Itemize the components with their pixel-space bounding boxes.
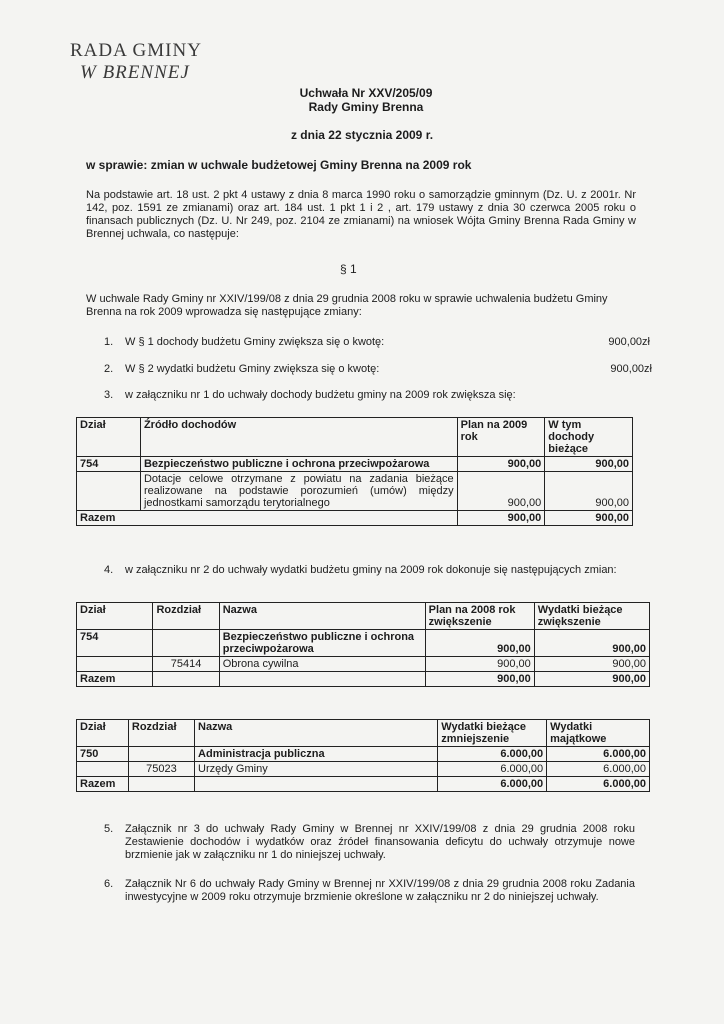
cell-plan: 900,00 (457, 457, 545, 472)
header-nazwa: Nazwa (219, 603, 425, 630)
header-dzial: Dział (77, 418, 141, 457)
item-1-text: W § 1 dochody budżetu Gminy zwiększa się o kwotę: (125, 336, 385, 348)
table-row (77, 747, 650, 762)
total-wydatki: 900,00 (534, 672, 649, 687)
total-rozdzial (128, 777, 194, 792)
resolution-title: Uchwała Nr XXV/205/09 (299, 86, 433, 100)
cell-wtym: 900,00 (545, 472, 633, 511)
item-4-text: w załączniku nr 2 do uchwały wydatki budżetu gminy na 2009 rok dokonuje się następujących zmian: (125, 564, 617, 576)
header-maj: Wydatki majątkowe (547, 720, 650, 747)
total-nazwa (219, 672, 425, 687)
cell-rozdzial: 75023 (128, 762, 194, 777)
cell-dzial: 754 (77, 457, 141, 472)
total-label: Razem (77, 777, 129, 792)
table-total-row (77, 672, 650, 687)
cell-maj: 6.000,00 (547, 747, 650, 762)
header-zrodlo: Źródło dochodów (140, 418, 457, 457)
total-zmn: 6.000,00 (438, 777, 547, 792)
cell-zmn: 6.000,00 (438, 762, 547, 777)
header-wtym: W tym dochody bieżące (545, 418, 633, 457)
table-total-row (77, 777, 650, 792)
item-1-num: 1. (104, 336, 114, 348)
resolution-council: Rady Gminy Brenna (308, 100, 424, 114)
total-nazwa (195, 777, 438, 792)
cell-zmn: 6.000,00 (438, 747, 547, 762)
cell-plan: 900,00 (425, 630, 534, 657)
cell-rozdzial: 75414 (153, 657, 219, 672)
cell-rozdzial (153, 630, 219, 657)
header-plan: Plan na 2008 rok zwiększenie (425, 603, 534, 630)
total-plan: 900,00 (425, 672, 534, 687)
cell-nazwa: Obrona cywilna (219, 657, 425, 672)
header-rozdzial: Rozdział (128, 720, 194, 747)
cell-nazwa: Bezpieczeństwo publiczne i ochrona przeciwpożarowa (219, 630, 425, 657)
cell-zrodlo: Bezpieczeństwo publiczne i ochrona przeciwpożarowa (140, 457, 457, 472)
expense-increase-table (76, 602, 650, 687)
cell-dzial: 750 (77, 747, 129, 762)
item-1-amount: 900,00zł (608, 336, 650, 348)
cell-plan: 900,00 (425, 657, 534, 672)
resolution-subject: w sprawie: zmian w uchwale budżetowej Gminy Brenna na 2009 rok (86, 158, 472, 172)
cell-dzial (77, 762, 129, 777)
header-plan: Plan na 2009 rok (457, 418, 545, 457)
income-table (76, 417, 633, 526)
header-wydatki: Wydatki bieżące zwiększenie (534, 603, 649, 630)
cell-dzial: 754 (77, 630, 153, 657)
header-dzial: Dział (77, 720, 129, 747)
item-5-num: 5. (104, 823, 114, 835)
section-sign: § 1 (340, 262, 357, 276)
cell-wydatki: 900,00 (534, 630, 649, 657)
cell-dzial (77, 472, 141, 511)
total-plan: 900,00 (457, 511, 545, 526)
expense-decrease-table (76, 719, 650, 792)
resolution-date: z dnia 22 stycznia 2009 r. (290, 128, 434, 142)
cell-plan: 900,00 (457, 472, 545, 511)
item-5-text: Załącznik nr 3 do uchwały Rady Gminy w Brennej nr XXIV/199/08 z dnia 29 grudnia 2008 roku Zestawienie dochodów i wydatków oraz źródeł finansowania deficytu do uchwały otrzymuje nowe brzmienie jak w załączniku nr 1 do niniejszej uchwały. (125, 823, 635, 861)
total-maj: 6.000,00 (547, 777, 650, 792)
total-rozdzial (153, 672, 219, 687)
cell-maj: 6.000,00 (547, 762, 650, 777)
item-3-text: w załączniku nr 1 do uchwały dochody budżetu gminy na 2009 rok zwiększa się: (125, 389, 516, 401)
table-total-row (77, 511, 633, 526)
preamble: Na podstawie art. 18 ust. 2 pkt 4 ustawy z dnia 8 marca 1990 roku o samorządzie gminnym (Dz. U. z 2001r. Nr 142, poz. 1591 ze zmianami) oraz art. 184 ust. 1 pkt 1 i 2 , art. 179 ustawy z dnia 30 czerwca 2005 roku o finansach publicznych (Dz. U. Nr 249, poz. 2104 ze zmianami) na wniosek Wójta Gminy Brenna Rada Gminy w Brennej uchwala, co następuje: (86, 189, 636, 240)
cell-zrodlo: Dotacje celowe otrzymane z powiatu na zadania bieżące realizowane na podstawie porozumień (umów) między jednostkami samorządu terytorialnego (140, 472, 457, 511)
item-6-num: 6. (104, 878, 114, 890)
cell-wtym: 900,00 (545, 457, 633, 472)
cell-rozdzial (128, 747, 194, 762)
table-row (77, 762, 650, 777)
cell-nazwa: Urzędy Gminy (195, 762, 438, 777)
cell-nazwa: Administracja publiczna (195, 747, 438, 762)
intro-text: W uchwale Rady Gminy nr XXIV/199/08 z dnia 29 grudnia 2008 roku w sprawie uchwalenia budżetu Gminy Brenna na rok 2009 wprowadza się następujące zmiany: (86, 293, 608, 318)
table-row (77, 657, 650, 672)
item-6-text: Załącznik Nr 6 do uchwały Rady Gminy w Brennej nr XXIV/199/08 z dnia 29 grudnia 2008 roku Zadania inwestycyjne w 2009 roku otrzymuje brzmienie określone w załączniku nr 2 do niniejszej uchwały. (125, 878, 635, 903)
header-rozdzial: Rozdział (153, 603, 219, 630)
header-dzial: Dział (77, 603, 153, 630)
total-label: Razem (77, 511, 458, 526)
item-4-num: 4. (104, 564, 114, 576)
item-2-text: W § 2 wydatki budżetu Gminy zwiększa się o kwotę: (125, 363, 380, 375)
total-label: Razem (77, 672, 153, 687)
stamp-line2: W BRENNEJ (80, 62, 190, 83)
header-zmn: Wydatki bieżące zmniejszenie (438, 720, 547, 747)
item-2-amount: 900,00zł (610, 363, 652, 375)
stamp-line1: RADA GMINY (70, 40, 202, 61)
header-nazwa: Nazwa (195, 720, 438, 747)
table-row (77, 457, 633, 472)
item-3-num: 3. (104, 389, 114, 401)
table-row (77, 630, 650, 657)
cell-wydatki: 900,00 (534, 657, 649, 672)
item-2-num: 2. (104, 363, 114, 375)
total-wtym: 900,00 (545, 511, 633, 526)
table-row (77, 472, 633, 511)
cell-dzial (77, 657, 153, 672)
